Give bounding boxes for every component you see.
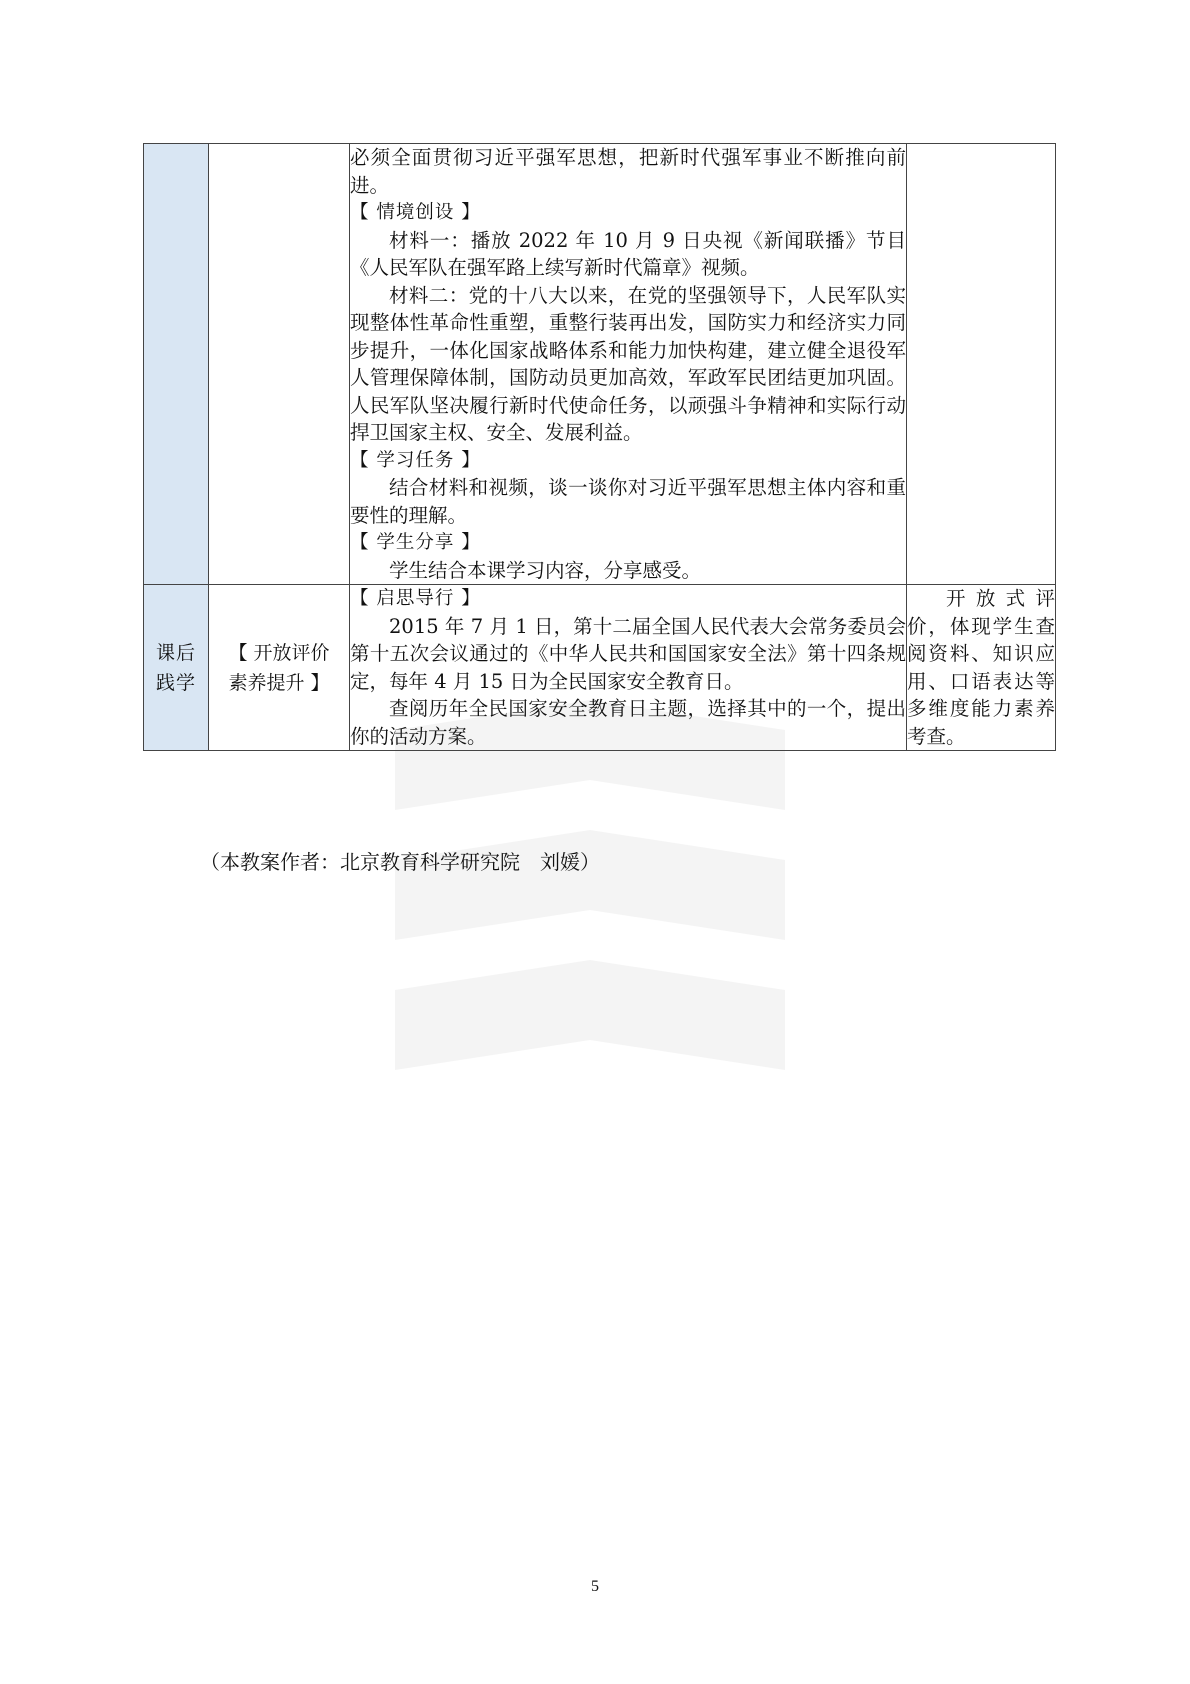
page-number: 5	[591, 1578, 599, 1595]
author-note: （本教案作者：北京教育科学研究院 刘媛）	[200, 850, 600, 874]
goal-label-line2: 素养提升 】	[228, 671, 330, 694]
table-row	[144, 144, 1056, 585]
evaluation-text: 开放式评价，体现学生查阅资料、知识应用、口语表达等多维度能力素养考查。	[907, 587, 1055, 748]
stage-cell	[144, 144, 209, 585]
paragraph: 查阅历年全民国家安全教育日主题，选择其中的一个，提出你的活动方案。	[350, 697, 906, 748]
evaluation-cell	[907, 144, 1056, 585]
watermark-book-logo	[355, 690, 825, 1110]
paragraph: 学生结合本课学习内容，分享感受。	[389, 558, 702, 582]
stage-cell	[144, 585, 209, 751]
content-cell	[350, 144, 907, 585]
section-heading: 【 学生分享 】	[350, 532, 481, 553]
paragraph: 结合材料和视频，谈一谈你对习近平强军思想主体内容和重要性的理解。	[350, 476, 906, 527]
goal-cell	[209, 144, 350, 585]
paragraph: 材料二：党的十八大以来，在党的坚强领导下，人民军队实现整体性革命性重塑，重整行装再出发，国防实力和经济实力同步提升，一体化国家战略体系和能力加快构建，建立健全退役军人管理保障体制，国防动员更加高效，军政军民团结更加巩固。人民军队坚决履行新时代使命任务，以顽强斗争精神和实际行动捍卫国家主权、安全、发展利益。	[350, 283, 906, 444]
paragraph: 必须全面贯彻习近平强军思想，把新时代强军事业不断推向前进。	[350, 146, 906, 197]
goal-cell	[209, 585, 350, 751]
section-heading: 【 情境创设 】	[350, 202, 481, 223]
section-heading: 【 启思导行 】	[350, 588, 481, 609]
paragraph: 2015 年 7 月 1 日，第十二届全国人民代表大会常务委员会第十五次会议通过的《中华人民共和国国家安全法》第十四条规定，每年 4 月 15 日为全民国家安全教育日。	[350, 614, 906, 693]
stage-label-line1: 课后	[155, 641, 196, 664]
paragraph: 材料一：播放 2022 年 10 月 9 日央视《新闻联播》节目《人民军队在强军路上续写新时代篇章》视频。	[350, 228, 906, 279]
table-row	[144, 585, 1056, 751]
lesson-plan-table	[143, 143, 1056, 751]
evaluation-cell	[907, 585, 1056, 751]
content-cell	[350, 585, 907, 751]
section-heading: 【 学习任务 】	[350, 449, 481, 471]
stage-label-line2: 践学	[155, 671, 196, 694]
goal-label-line1: 【 开放评价	[228, 641, 330, 664]
